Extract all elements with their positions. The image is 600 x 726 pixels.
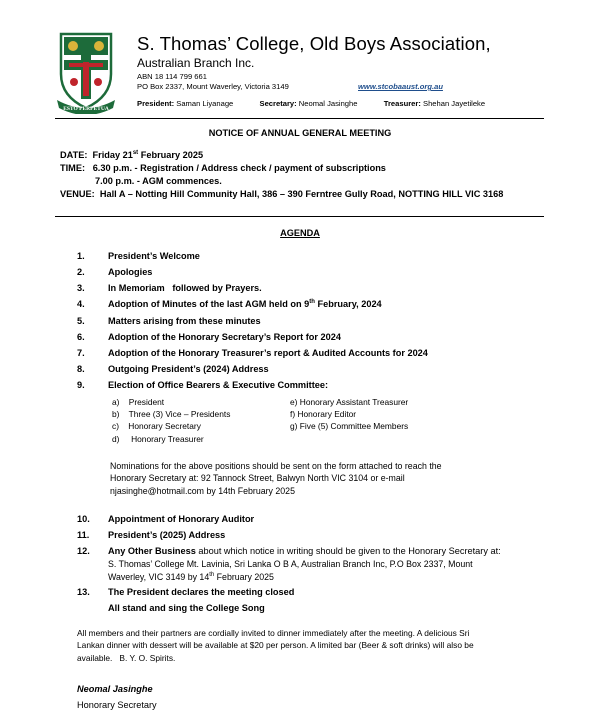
agenda-num: 7. [77,348,85,358]
office-item: f) Honorary Editor [290,409,357,419]
aob-deadline-line: Waverley, VIC 3149 by 14th February 2025 [108,572,274,582]
dinner-invitation: All members and their partners are cordially invited to dinner immediately after the meeting. A delicious Sri Lankan dinner with dessert will be available at $20 per person. A limited bar (Beer & soft drinks) will also be available. B. Y. O. Spirits. [77,628,474,663]
agenda-item: Apologies [108,267,153,277]
treasurer-label: Treasurer: [383,99,421,108]
signatory-name: Neomal Jasinghe [77,684,153,694]
notice-divider [55,216,544,217]
agenda-num: 1. [77,251,85,261]
office-item: c) Honorary Secretary [112,421,201,431]
abn-number: ABN 18 114 799 661 [137,72,207,81]
agenda-item: President’s Welcome [108,251,200,261]
agenda-num: 9. [77,380,85,390]
date-label: DATE: [60,150,88,161]
agenda-num: 6. [77,332,85,342]
agenda-num: 12. [77,546,90,556]
org-name: S. Thomas’ College, Old Boys Association, [137,33,491,54]
crest-motto: ESTO PERPETUA [63,106,109,112]
agenda-heading: AGENDA [280,228,320,238]
aob-address-line: S. Thomas’ College Mt. Lavinia, Sri Lanka O B A, Australian Branch Inc, P.O Box 2337, Mount [108,559,473,569]
org-branch: Australian Branch Inc. [137,56,255,70]
college-crest-logo [55,30,117,114]
agenda-item: Matters arising from these minutes [108,316,261,326]
agenda-item: The President declares the meeting closed [108,587,295,597]
agenda-item: Outgoing President’s (2024) Address [108,364,269,374]
agenda-num: 13. [77,587,90,597]
date-line [60,150,203,160]
agenda-num: 3. [77,283,85,293]
agenda-item: Appointment of Honorary Auditor [108,514,255,524]
agenda-item: In Memoriam followed by Prayers. [108,283,262,293]
date-value: Friday 21st February 2025 [92,150,204,161]
secretary-name: Neomal Jasinghe [298,99,358,108]
agenda-item: Adoption of the Honorary Secretary’s Report for 2024 [108,332,341,342]
header-divider [55,118,544,119]
agenda-num: 8. [77,364,85,374]
time-agm-start: 7.00 p.m. - AGM commences. [95,176,222,186]
office-item: e) Honorary Assistant Treasurer [290,397,409,407]
agenda-item: Adoption of Minutes of the last AGM held on 9th February, 2024 [108,299,382,310]
agenda-num: 2. [77,267,85,277]
time-registration: 6.30 p.m. - Registration / Address check / payment of subscriptions [92,163,386,173]
treasurer-name: Shehan Jayetileke [423,99,486,108]
office-item: a) President [112,397,165,407]
agenda-item: President’s (2025) Address [108,530,226,540]
college-song-line: All stand and sing the College Song [108,603,265,613]
postal-address: PO Box 2337, Mount Waverley, Victoria 3149 [137,82,289,91]
office-item: d) Honorary Treasurer [112,434,204,444]
president-label: President: [137,99,175,108]
time-label: TIME: [60,163,86,173]
venue-label: VENUE: [60,189,95,199]
signatory-title: Honorary Secretary [77,700,157,710]
secretary-label: Secretary: [259,99,297,108]
office-item: g) Five (5) Committee Members [290,421,409,431]
notice-title: NOTICE OF ANNUAL GENERAL MEETING [208,128,392,138]
website-link[interactable]: www.stcobaaust.org.au [358,82,443,91]
time-line-1 [60,163,386,173]
agenda-item: Adoption of the Honorary Treasurer’s report & Audited Accounts for 2024 [108,348,428,358]
office-item: b) Three (3) Vice – Presidents [112,409,231,419]
agenda-item: Any Other Business about which notice in writing should be given to the Honorary Secretary at: [108,546,501,556]
agenda-item: Election of Office Bearers & Executive Committee: [108,380,329,390]
agenda-num: 4. [77,299,85,309]
president-name: Saman Liyanage [176,99,234,108]
office-bearers-line [137,99,485,108]
nominations-paragraph: Nominations for the above positions should be sent on the form attached to reach the Honorary Secretary at: 92 Tannock Street, Balwyn North VIC 3104 or e-mail njasinghe@hotmail.com by 14th February 2025 [110,461,442,496]
agenda-num: 11. [77,530,90,540]
venue-line [60,189,503,199]
agenda-num: 10. [77,514,90,524]
agenda-num: 5. [77,316,85,326]
venue-value: Hall A – Notting Hill Community Hall, 386 – 390 Ferntree Gully Road, NOTTING HILL VIC 3168 [99,189,504,199]
